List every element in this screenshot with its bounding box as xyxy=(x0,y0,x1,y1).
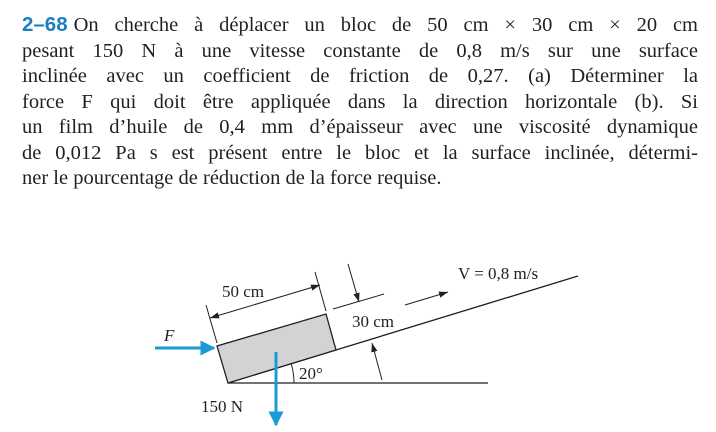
problem-number: 2–68 xyxy=(22,13,68,36)
length-extension-right xyxy=(315,272,326,311)
weight-label: 150 N xyxy=(201,397,244,416)
velocity-arrow xyxy=(405,292,448,305)
force-label: F xyxy=(164,326,175,345)
height-arrow-upper xyxy=(348,264,359,302)
problem-line-3: inclinée avec un coefficient de friction de 0,27. (a) Déterminer la xyxy=(22,65,698,87)
problem-line-5: un film d’huile de 0,4 mm d’épaisseur avec une viscosité dynamique xyxy=(22,116,698,138)
height-arrow-lower xyxy=(372,343,382,380)
angle-label: 20° xyxy=(299,364,323,383)
velocity-label: V = 0,8 m/s xyxy=(458,264,539,283)
problem-line-7: ner le pourcentage de réduction de la force requise. xyxy=(22,167,442,189)
problem-line-6: de 0,012 Pa s est présent entre le bloc et la surface inclinée, détermi- xyxy=(22,141,698,164)
height-label: 30 cm xyxy=(352,312,395,331)
problem-line-2: pesant 150 N à une vitesse constante de 0,8 m/s sur une surface xyxy=(22,39,698,62)
angle-arc xyxy=(291,363,294,383)
length-extension-left xyxy=(206,305,217,343)
length-label: 50 cm xyxy=(222,282,265,301)
problem-line-1-text: On cherche à déplacer un bloc de 50 cm × 30 cm × 20 cm xyxy=(73,14,698,36)
problem-line-4: force F qui doit être appliquée dans la direction horizontale (b). Si xyxy=(22,90,698,113)
